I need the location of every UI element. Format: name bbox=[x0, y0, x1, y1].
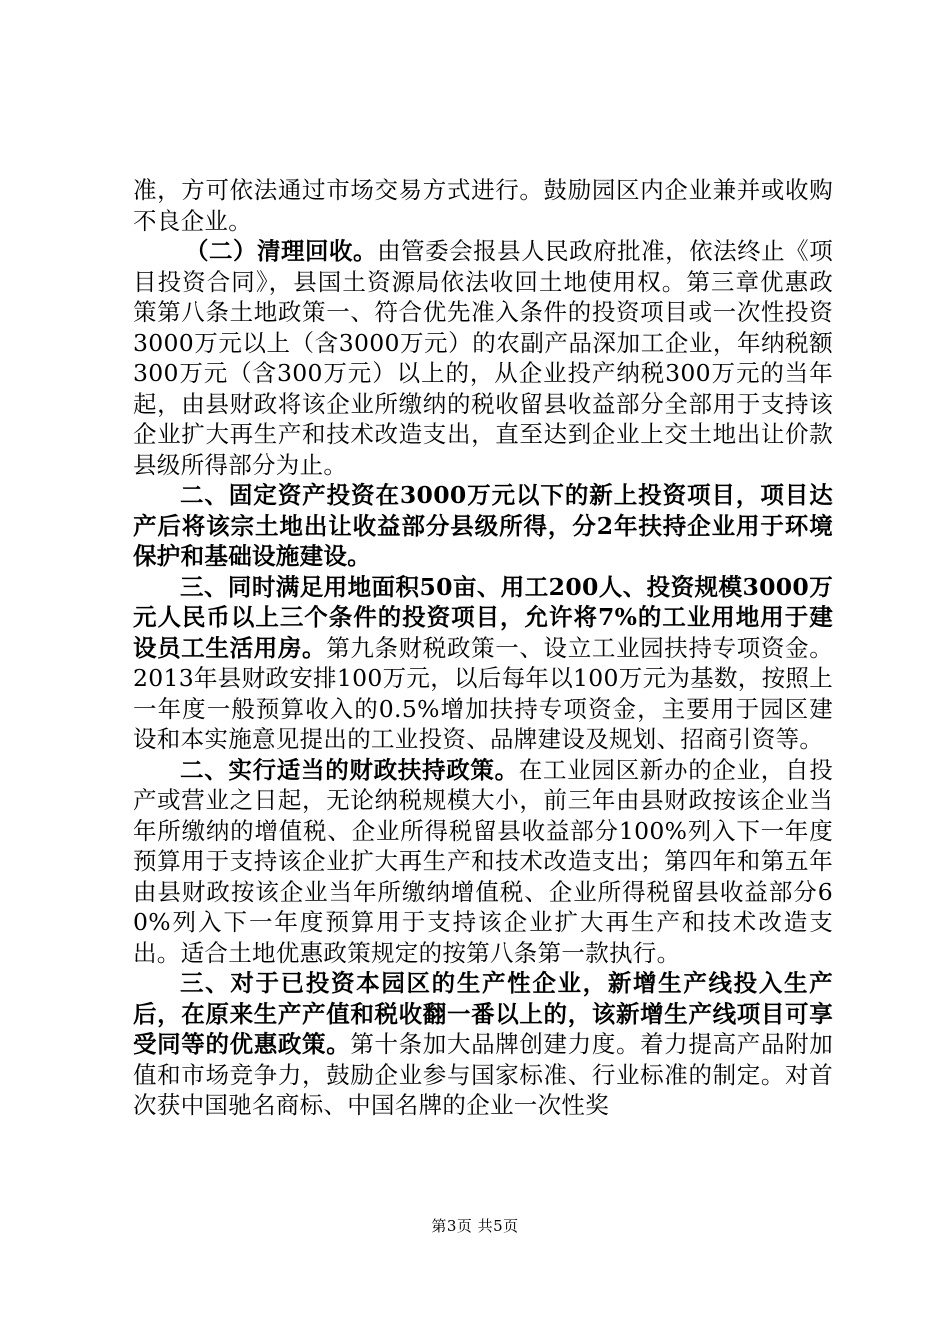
paragraph-text: 第九条财税政策一、设立工业园扶持专项资金。2013年县财政安排100万元，以后每年以100万元为基数，按照上一年度一般预算收入的0.5%增加扶持专项资金，主要用于园区建设和本实施意见提出的工业投资、品牌建设及规划、招商引资等。 bbox=[133, 633, 833, 753]
paragraph-heading: （二）清理回收。 bbox=[185, 237, 378, 265]
paragraph-heading: 三、同时满足用地面积50亩、用工200人、投资规模3000万元人民币以上三个条件的投资项目，允许将7%的工业用地用于建设员工生活用房。 bbox=[133, 572, 833, 662]
paragraph-text: 在工业园区新办的企业，自投产或营业之日起，无论纳税规模大小，前三年由县财政按该企业当年所缴纳的增值税、企业所得税留县收益部分100%列入下一年度预算用于支持该企业扩大再生产和技术改造支出；第四年和第五年由县财政按该企业当年所缴纳增值税、企业所得税留县收益部分60%列入下一年度预算用于支持该企业扩大再生产和技术改造支出。适合土地优惠政策规定的按第八条第一款执行。 bbox=[133, 755, 833, 967]
paragraph-fixed-asset-investment bbox=[133, 480, 833, 572]
paragraph-heading: 三、对于已投资本园区的生产性企业，新增生产线投入生产后，在原来生产产值和税收翻一番以上的，该新增生产线项目可享受同等的优惠政策。 bbox=[133, 969, 833, 1058]
paragraph-fiscal-support bbox=[133, 755, 833, 969]
paragraph-continuation bbox=[133, 175, 833, 236]
paragraph-new-production-line bbox=[133, 968, 833, 1121]
paragraph-text: 二、固定资产投资在3000万元以下的新上投资项目，项目达产后将该宗土地出让收益部分县级所得，分2年扶持企业用于环境保护和基础设施建设。 bbox=[133, 481, 833, 570]
paragraph-text: 准，方可依法通过市场交易方式进行。鼓励园区内企业兼并或收购不良企业。 bbox=[133, 176, 833, 235]
document-body bbox=[133, 175, 833, 1121]
paragraph-text: 由管委会报县人民政府批准，依法终止《项目投资合同》，县国土资源局依法收回土地使用权。第三章优惠政策第八条土地政策一、符合优先准入条件的投资项目或一次性投资3000万元以上（含3000万元）的农副产品深加工企业，年纳税额300万元（含300万元）以上的，从企业投产纳税300万元的当年起，由县财政将该企业所缴纳的税收留县收益部分全部用于支持该企业扩大再生产和技术改造支出，直至达到企业上交土地出让价款县级所得部分为止。 bbox=[133, 237, 833, 479]
paragraph-text: 第十条加大品牌创建力度。着力提高产品附加值和市场竞争力，鼓励企业参与国家标准、行业标准的制定。对首次获中国驰名商标、中国名牌的企业一次性奖 bbox=[133, 1030, 834, 1119]
paragraph-land-use-conditions bbox=[133, 572, 833, 755]
page-footer bbox=[0, 1216, 950, 1236]
paragraph-heading: 二、实行适当的财政扶持政策。 bbox=[180, 755, 519, 784]
page-number: 第3页 共5页 bbox=[431, 1217, 519, 1235]
paragraph-clearing-recovery bbox=[133, 236, 833, 480]
